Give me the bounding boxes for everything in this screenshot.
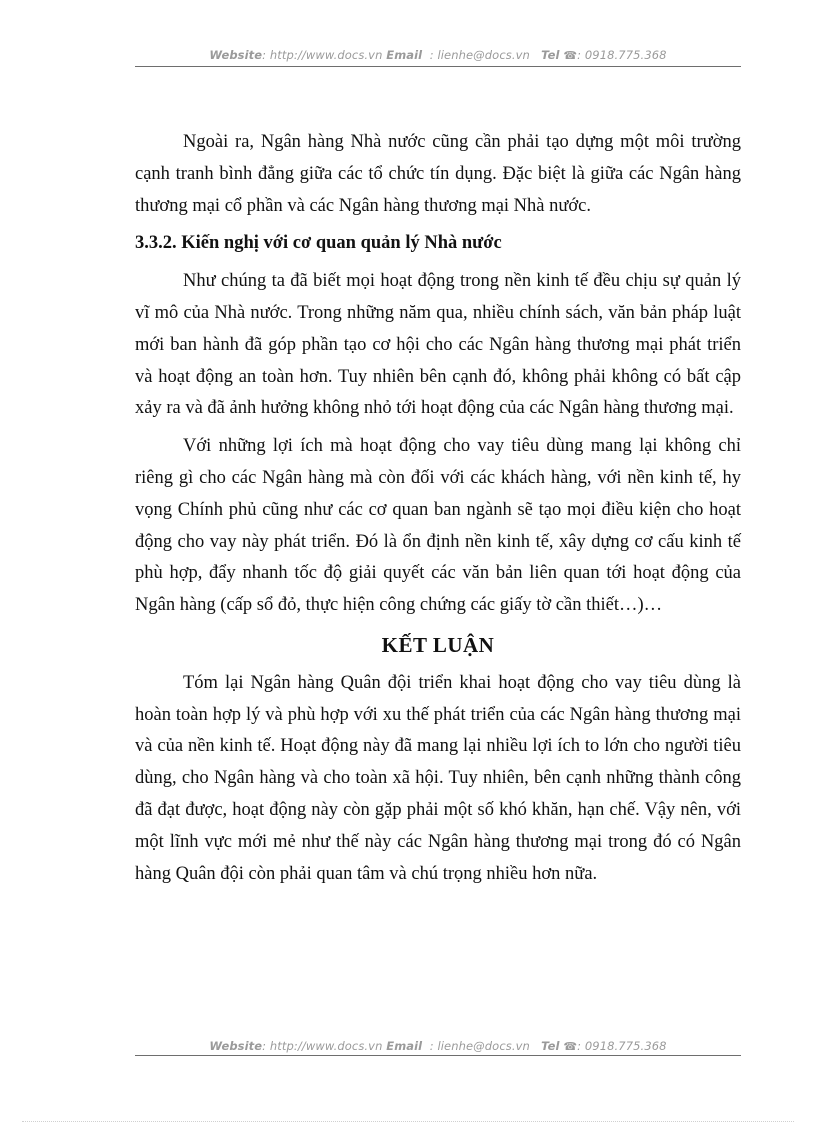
conclusion-title: KẾT LUẬN <box>381 632 495 657</box>
page-footer <box>135 1039 741 1053</box>
paragraph: Tóm lại Ngân hàng Quân đội triển khai hoạt động cho vay tiêu dùng là hoàn toàn hợp lý và phù hợp với xu thế phát triển của các Ngân hàng thương mại và của nền kinh tế. Hoạt động này đã mang lại nhiều lợi ích to lớn cho người tiêu dùng, cho Ngân hàng và cho toàn xã hội. Tuy nhiên, bên cạnh những thành công đã đạt được, hoạt động này còn gặp phải một số khó khăn, hạn chế. Vậy nên, với một lĩnh vực mới mẻ như thế này các Ngân hàng thương mại trong đó có Ngân hàng Quân đội còn phải quan tâm và chú trọng nhiều hơn nữa. <box>135 672 741 884</box>
document-body <box>135 127 741 896</box>
paragraph: Như chúng ta đã biết mọi hoạt động trong nền kinh tế đều chịu sự quản lý vĩ mô của Nhà nước. Trong những năm qua, nhiều chính sách, văn bản pháp luật mới ban hành đã góp phần tạo cơ hội cho các Ngân hàng thương mại phát triển và hoạt động an toàn hơn. Tuy nhiên bên cạnh đó, không phải không có bất cập xảy ra và đã ảnh hưởng không nhỏ tới hoạt động của các Ngân hàng thương mại. <box>135 271 741 419</box>
header-divider <box>135 66 741 67</box>
header-website-label: Website <box>209 48 263 62</box>
header-website-value: : http://www.docs.vn <box>262 48 383 62</box>
header-tel-value: : 0918.775.368 <box>577 48 667 62</box>
phone-icon: ☎ <box>563 1040 578 1053</box>
footer-tel-value: : 0918.775.368 <box>577 1039 667 1053</box>
footer-tel-label: Tel <box>541 1039 560 1053</box>
section-heading: 3.3.2. Kiến nghị với cơ quan quản lý Nhà nước <box>135 233 502 254</box>
footer-divider <box>135 1055 741 1056</box>
footer-email-value: : lienhe@docs.vn <box>429 1039 530 1053</box>
footer-website-value: : http://www.docs.vn <box>262 1039 383 1053</box>
paragraph: Ngoài ra, Ngân hàng Nhà nước cũng cần phải tạo dựng một môi trường cạnh tranh bình đẳng giữa các tổ chức tín dụng. Đặc biệt là giữa các Ngân hàng thương mại cổ phần và các Ngân hàng thương mại Nhà nước. <box>135 132 741 216</box>
header-email-value: : lienhe@docs.vn <box>429 48 530 62</box>
footer-email-label: Email <box>386 1039 423 1053</box>
page-header <box>135 48 741 62</box>
page-edge-divider <box>22 1121 794 1122</box>
paragraph: Với những lợi ích mà hoạt động cho vay tiêu dùng mang lại không chỉ riêng gì cho các Ngân hàng mà còn đối với các khách hàng, với nền kinh tế, hy vọng Chính phủ cũng như các cơ quan ban ngành sẽ tạo mọi điều kiện cho hoạt động cho vay này phát triển. Đó là ổn định nền kinh tế, xây dựng cơ cấu kinh tế phù hợp, đẩy nhanh tốc độ giải quyết các văn bản liên quan tới hoạt động của Ngân hàng (cấp sổ đỏ, thực hiện công chứng các giấy tờ cần thiết…)… <box>135 436 741 616</box>
phone-icon: ☎ <box>563 49 578 62</box>
header-email-label: Email <box>386 48 423 62</box>
footer-website-label: Website <box>209 1039 263 1053</box>
header-tel-label: Tel <box>541 48 560 62</box>
